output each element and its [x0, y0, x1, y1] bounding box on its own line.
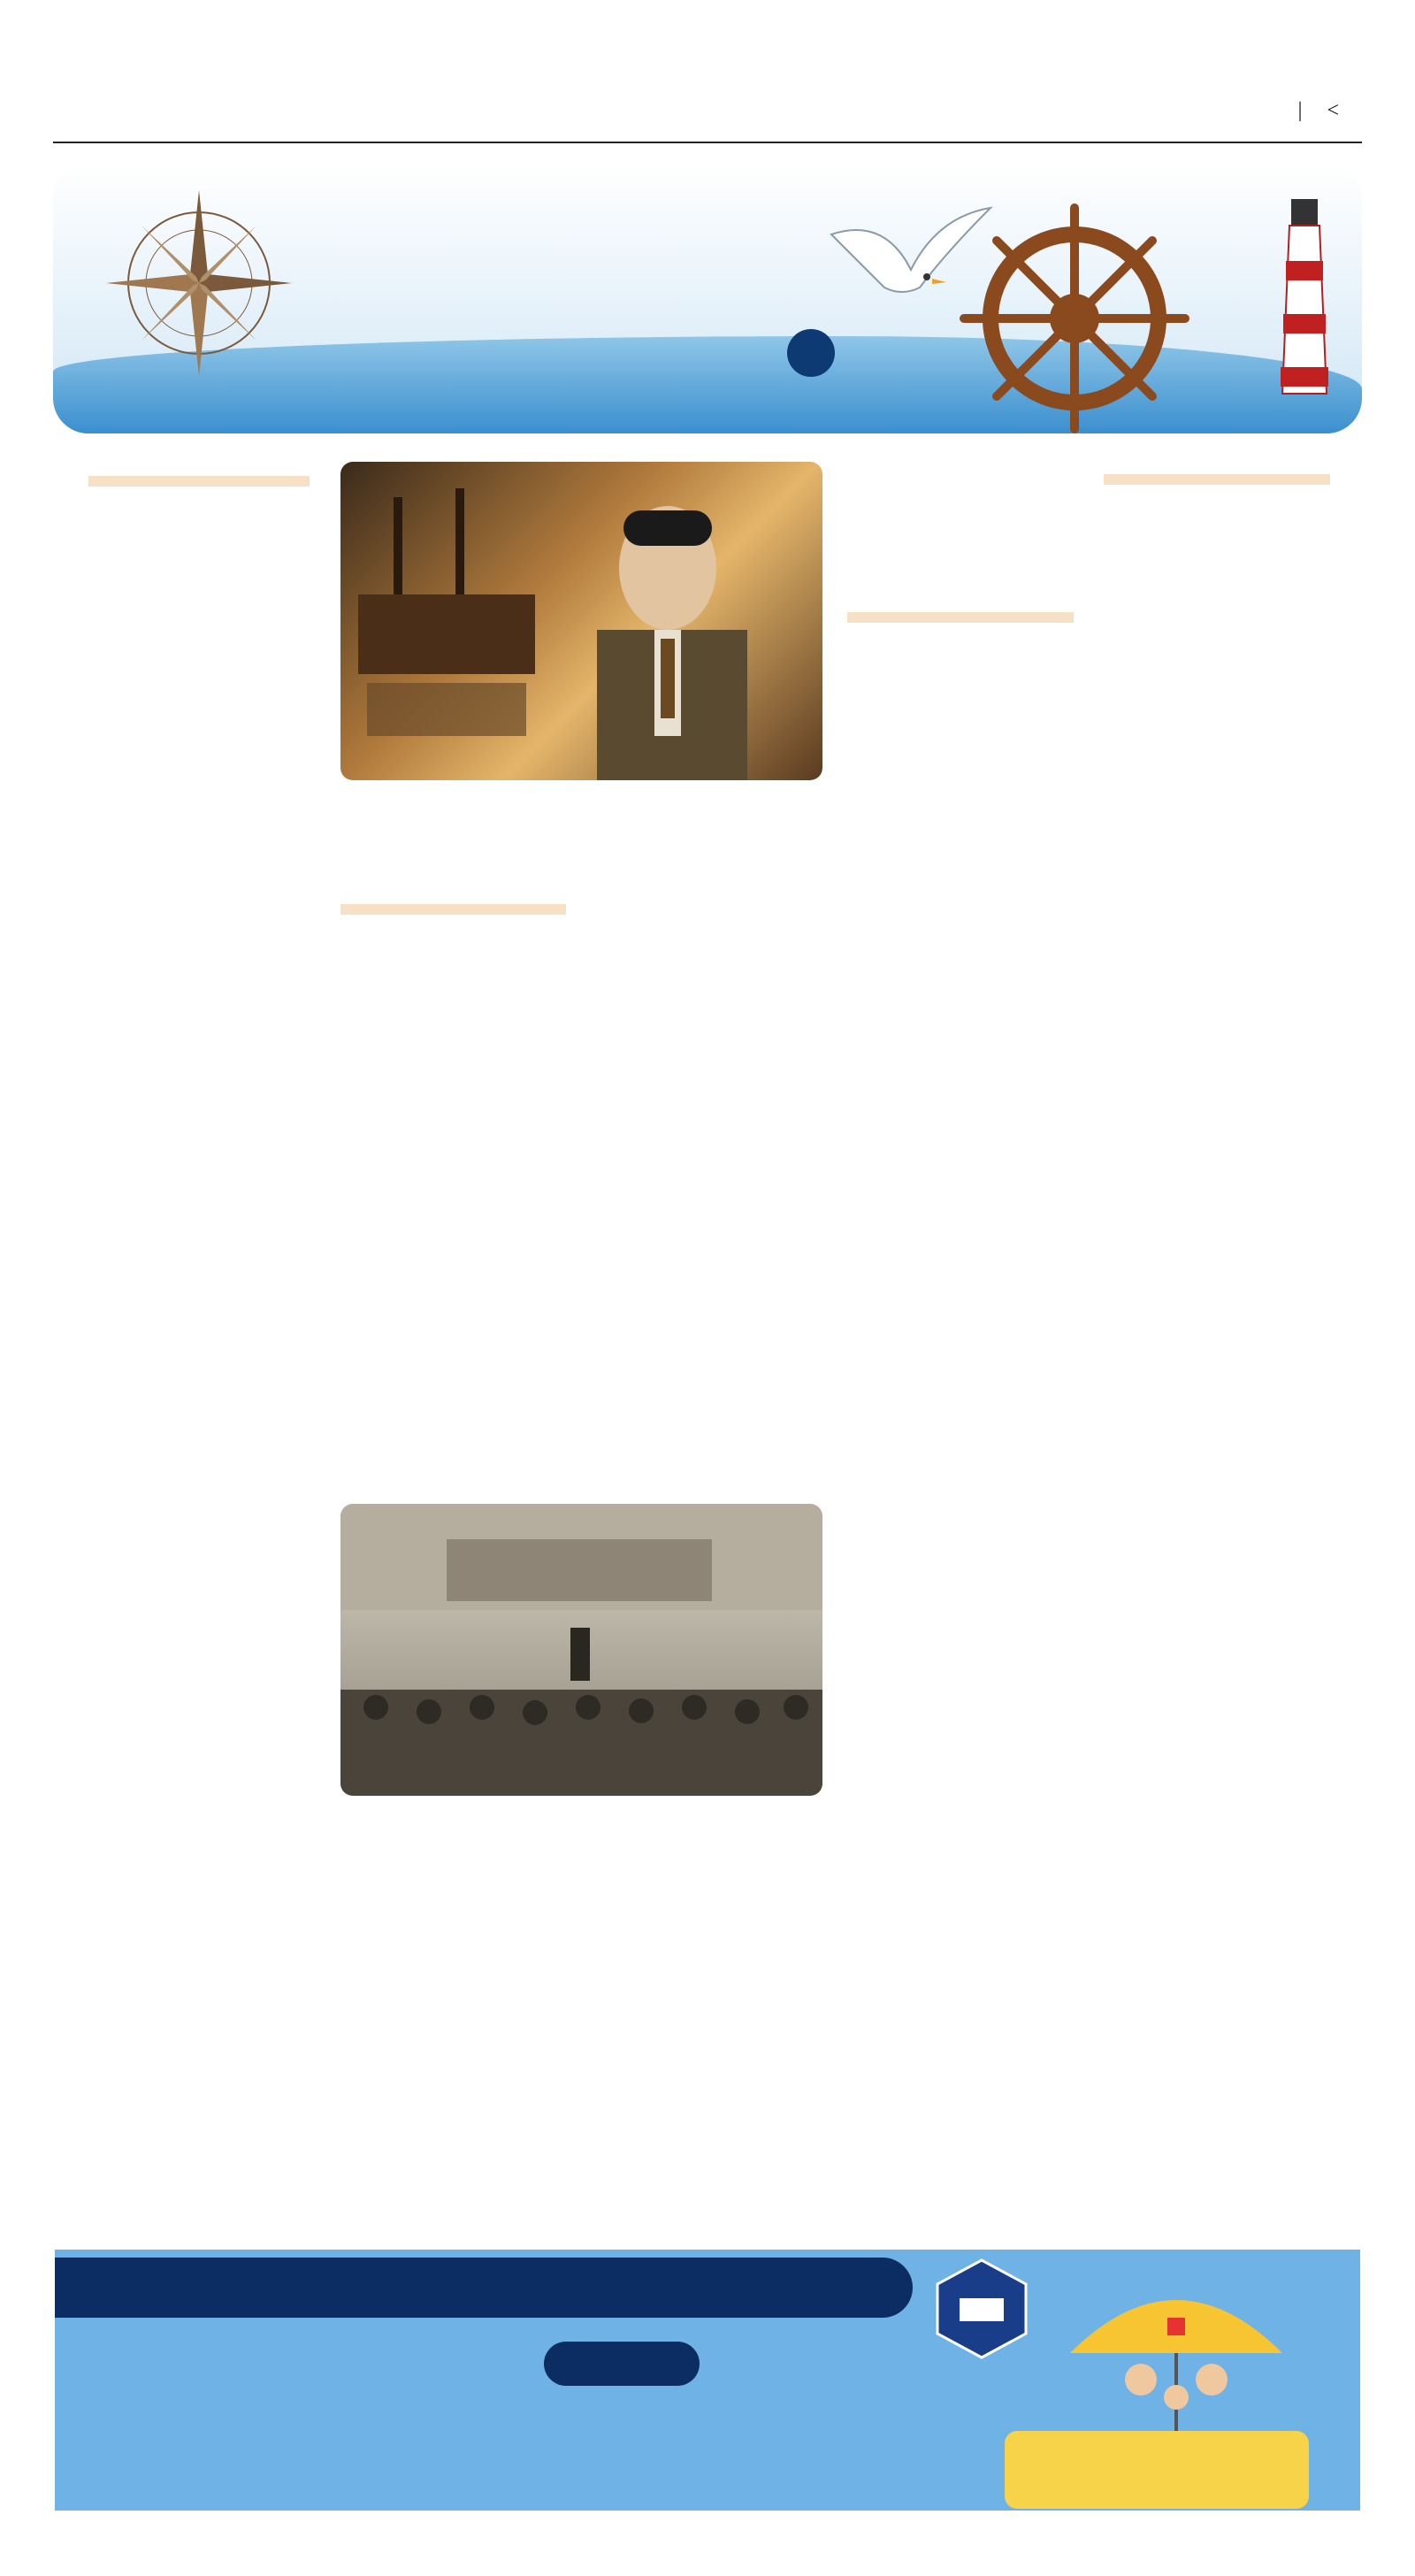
ship-wheel-icon [955, 199, 1194, 433]
section-heading-3 [847, 612, 1074, 623]
ship-illustration [340, 462, 822, 780]
column-5 [1104, 462, 1330, 494]
lecture-scene [340, 1504, 822, 1796]
divider: | [1297, 99, 1303, 122]
column-4 [847, 462, 1074, 632]
ad-headline [55, 2258, 913, 2318]
section-heading-1 [88, 476, 310, 487]
lecture-photo [340, 1504, 822, 1796]
column-2 [340, 892, 566, 924]
column-1 [88, 460, 310, 495]
chevron-left-icon: < [1327, 99, 1339, 122]
services-title [544, 2342, 700, 2386]
section-heading-2 [340, 904, 566, 915]
umbrella-family-icon [1061, 2265, 1291, 2442]
part-number-badge [787, 329, 835, 377]
hero-banner [53, 164, 1362, 433]
section-heading-4 [1104, 474, 1330, 485]
compass-rose-icon [97, 181, 301, 385]
masthead-rule [53, 142, 1362, 143]
ffm-box [1005, 2431, 1309, 2509]
column-3 [591, 892, 822, 895]
masthead-right [1286, 99, 1351, 123]
lighthouse-icon [1265, 181, 1344, 402]
portrait-photo [340, 462, 822, 780]
elite-plus-badge-icon [929, 2256, 1035, 2362]
